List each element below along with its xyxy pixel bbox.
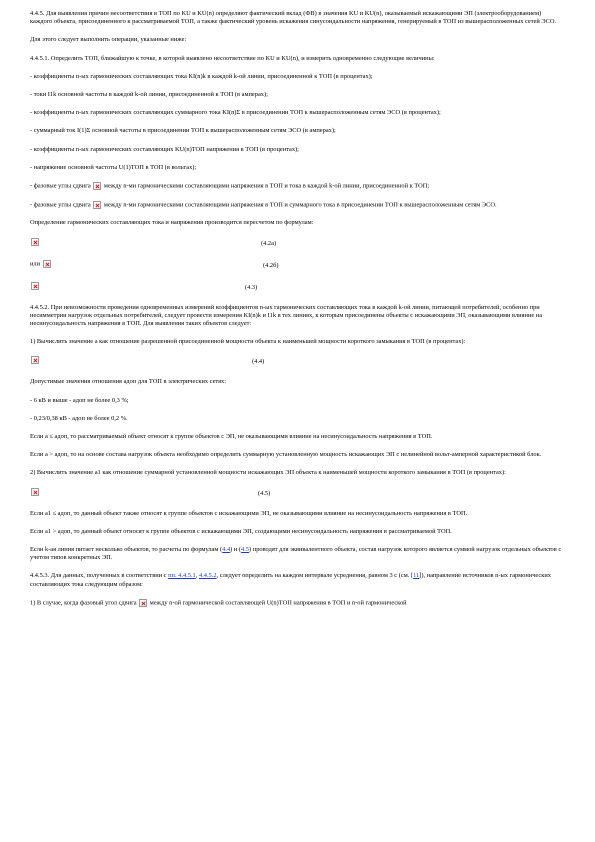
equation-number-4-2a: (4.2а) [261, 239, 277, 247]
formula-4-5 [30, 488, 565, 500]
bullet-phase-angle-line [30, 182, 565, 191]
text-fragment: ) и ( [230, 546, 242, 554]
bullet-harmonic-current-coeff: - коэффициенты n-ых гармонических составляющих тока KI(n)k в каждой k-ой линии, присоединенной к ТОП (в процентах); [30, 72, 373, 80]
paragraph-4-4-5-1: 4.4.5.1. Определить ТОП, ближайшую к точке, в которой выявлено несоответствие по KU и KU(n), и измерить одновременно следующие величины: [30, 54, 435, 62]
bullet-fundamental-voltage: - напряжение основной частоты U(1)ТОП в ТОП (в вольтах); [30, 163, 197, 171]
broken-image-icon [93, 201, 101, 209]
formula-4-3 [30, 282, 565, 294]
broken-image-icon [31, 282, 39, 290]
paragraph-operations: Для этого следует выполнить операции, указанные ниже: [30, 36, 187, 44]
text-fragment: , [195, 572, 199, 580]
broken-image-icon [43, 260, 51, 268]
broken-image-icon [139, 599, 147, 607]
paragraph-4-4-5-3 [30, 572, 565, 588]
paragraph-several-objects [30, 546, 565, 562]
link-formula-4-5[interactable]: 4.5 [241, 546, 250, 554]
paragraph-4-4-5-2: 4.4.5.2. При невозможности проведения одновременных измерений коэффициентов n-ых гармонических составляющих тока в каждой k-ой линии, питающей потребителей, особенно при несимметрии нагрузок отдельных потребителей, следует провести измерения KI(n)k и I1k в тех линиях, к которым присоединены объекты с искажающими ЭП, оказывающими влияние на несинусоидальность напряжения в ТОП. Для выявления таких объектов следует: [30, 303, 543, 327]
text-fragment: ]), направление источников n-ых гармонических составляющих тока следующим образом: [30, 572, 551, 588]
bullet-fundamental-current: - токи I1k основной частоты в каждой k-ой линии, присоединенной к ТОП (в амперах); [30, 91, 268, 99]
formula-4-4 [30, 356, 565, 368]
paragraph-allowed-values: Допустимые значения отношения aдоп для ТОП в электрических сетях: [30, 378, 227, 386]
link-section-4-4-5-1[interactable]: пп. 4.4.5.1 [168, 572, 196, 580]
bullet-038kv: - 0,23/0,38 кВ - aдоп не более 0,2 %. [30, 414, 128, 422]
bullet-phase-angle-sum-end: между n-ми гармоническими составляющими напряжения в ТОП и суммарного тока в присоединении ТОП к вышерасположенным сетям ЭСО. [103, 201, 497, 209]
paragraph-compute-a1: 2) Вычислить значение a1 как отношение суммарной установленной мощности искажающих ЭП объекта к наименьшей мощности короткого замыкания в ТОП (в процентах): [30, 469, 506, 477]
equation-number-4-3: (4.3) [245, 283, 258, 291]
formula-4-2a [30, 238, 565, 250]
broken-image-icon [31, 238, 39, 246]
paragraph-a1-gt: Если a1 > aдоп, то данный объект относят к группе объектов с искажающими ЭП, создающими несинусоидальность напряжения в рассматриваемой ТОП. [30, 527, 452, 535]
paragraph-a-gt: Если a > aдоп, то на основе состава нагрузок объекта необходимо определить суммарную установленную мощность искажающих ЭП с нелинейной вольт-амперной характеристикой блок. [30, 451, 542, 459]
text-fragment: ) проводят для эквивалентного объекта, состав нагрузок которого является суммой нагрузок отдельных объектов с учетом типов конкретных ЭП. [30, 546, 562, 562]
or-label: или [30, 260, 41, 268]
paragraph-4-4-5: 4.4.5. Для выявления причин несоответствия в ТОП по KU и KU(n) определяют фактический вклад (ФВ) в значения KU и KU(n), оказываемый искажающими ЭП (электрооборудованием) каждого объекта, присоединенного к рассматриваемой ТОП, а также фактический уровень искажения синусоидальности напряжения, генерируемый в ТОП из вышерасположенных сетей ЭСО. [30, 10, 557, 26]
broken-image-icon [31, 356, 39, 364]
link-reference-11[interactable]: 11 [413, 572, 420, 580]
link-formula-4-4[interactable]: 4.4 [222, 546, 231, 554]
bullet-phase-angle-line-end: между n-ми гармоническими составляющими напряжения в ТОП и тока в каждой k-ой линии, присоединенной к ТОП; [103, 182, 430, 190]
equation-number-4-4: (4.4) [252, 358, 265, 366]
link-section-4-4-5-2[interactable]: 4.4.5.2 [198, 572, 217, 580]
paragraph-case-1 [30, 599, 565, 608]
text-fragment: между n-ой гармонической составляющей U(n)ТОП напряжения в ТОП и n-ой гармонической [149, 599, 407, 607]
paragraph-a1-le: Если a1 ≤ aдоп, то данный объект также относят к группе объектов с искажающими ЭП, не оказывающими влияние на несинусоидальность напряжения в ТОП. [30, 509, 468, 517]
bullet-voltage-harmonic-coeff: - коэффициенты n-ых гармонических составляющих KU(n)ТОП напряжения в ТОП (в процентах); [30, 145, 299, 153]
bullet-phase-angle-sum-start: - фазовые углы сдвига [30, 201, 91, 209]
bullet-sum-current-coeff: - коэффициенты n-ых гармонических составляющих суммарного тока KI(n)Σ в присоединении ТОП к вышерасположенным сетям ЭСО (в процентах); [30, 109, 441, 117]
paragraph-compute-a: 1) Вычислить значение a как отношение разрешенной присоединенной мощности объекта к наименьшей мощности короткого замыкания в ТОП (в процентах): [30, 338, 466, 346]
text-fragment: , следует определить на каждом интервале усреднения, равном 3 с (см. [ [216, 572, 414, 580]
text-fragment: Если k-ая линия питает несколько объектов, то расчеты по формулам ( [30, 546, 223, 554]
bullet-phase-angle-sum [30, 201, 565, 210]
bullet-sum-fundamental-current: - суммарный ток I(1)Σ основной частоты в присоединении ТОП к вышерасположенным сетям ЭСО (в амперах); [30, 127, 336, 135]
paragraph-a-le: Если a ≤ aдоп, то рассматриваемый объект относят к группе объектов с ЭП, не оказывающими влияние на несинусоидальность напряжения в ТОП. [30, 433, 433, 440]
broken-image-icon [31, 488, 39, 496]
bullet-phase-angle-line-start: - фазовые углы сдвига [30, 182, 91, 190]
text-fragment: 1) В случае, когда фазовый угол сдвига [30, 599, 137, 607]
bullet-6kv: - 6 кВ и выше - aдоп не более 0,3 %; [30, 396, 129, 404]
broken-image-icon [93, 182, 101, 190]
equation-number-4-2b: (4.2б) [263, 261, 279, 269]
formula-4-2b [30, 260, 565, 272]
text-fragment: 4.4.5.3. Для данных, полученных в соответствии с [30, 572, 169, 580]
equation-number-4-5: (4.5) [258, 489, 271, 497]
paragraph-formulas-intro: Определение гармонических составляющих тока и напряжения производится пересчетом по формулам: [30, 219, 314, 227]
